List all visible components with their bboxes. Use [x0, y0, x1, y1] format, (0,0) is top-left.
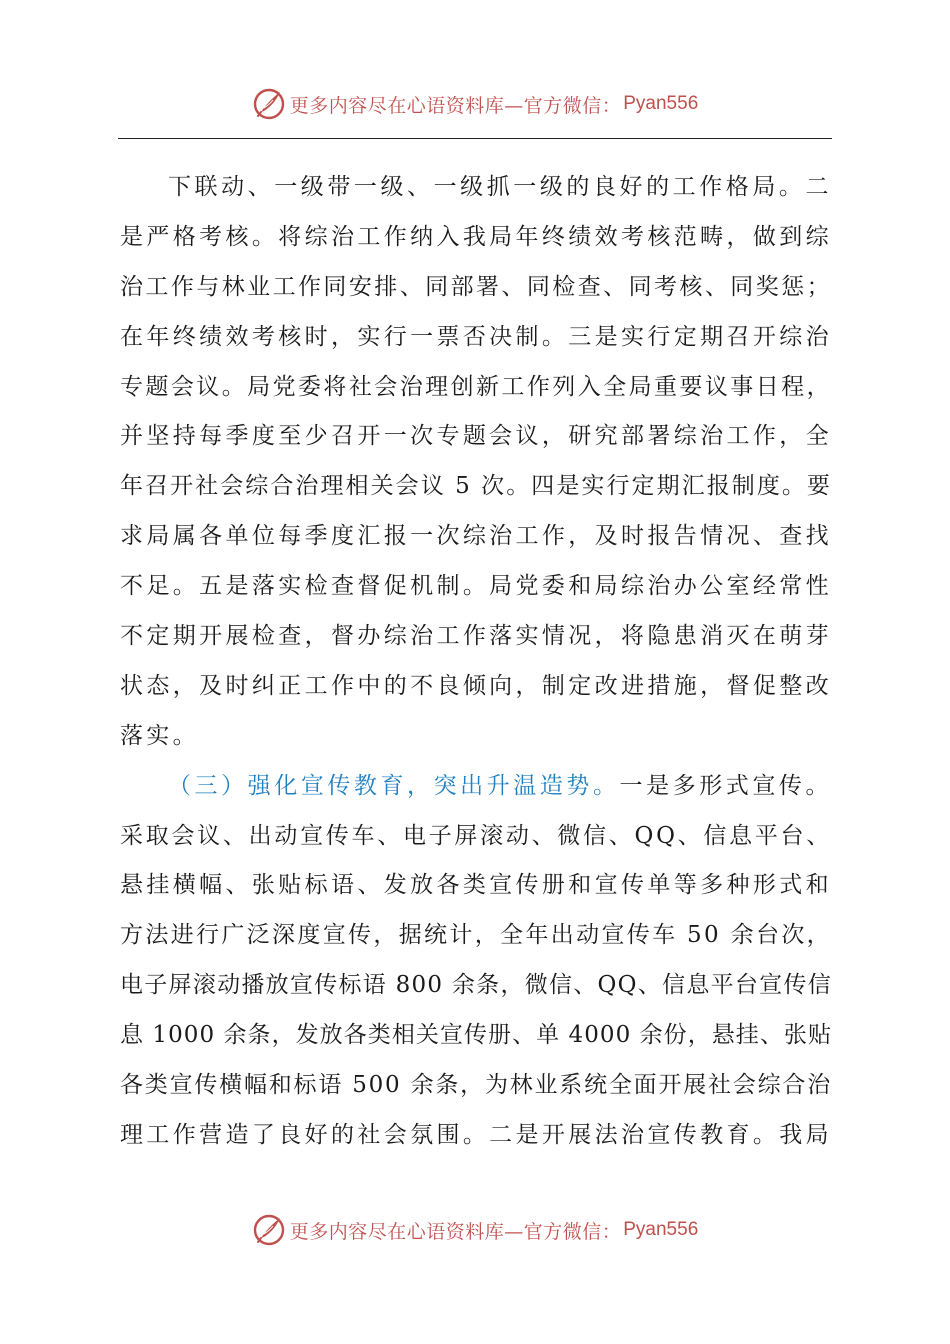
- header-banner-text: 更多内容尽在心语资料库—官方微信：: [289, 94, 622, 117]
- body-line: 治工作与林业工作同安排、同部署、同检查、同考核、同奖惩；: [120, 273, 832, 300]
- footer-banner-text: 更多内容尽在心语资料库—官方微信：: [289, 1220, 622, 1243]
- body-line: 并坚持每季度至少召开一次专题会议，研究部署综治工作，全: [120, 423, 832, 450]
- body-line: 是严格考核。将综治工作纳入我局年终绩效考核范畴，做到综: [120, 223, 832, 250]
- header-banner-wechat-id: Pyan556: [623, 93, 699, 114]
- body-line: 采取会议、出动宣传车、电子屏滚动、微信、QQ、信息平台、: [120, 822, 832, 849]
- body-line: 年召开社会综合治理相关会议 5 次。四是实行定期汇报制度。要: [120, 473, 832, 500]
- section-3-heading: （三）强化宣传教育，突出升温造势。: [168, 772, 620, 799]
- document-body: [120, 163, 832, 1161]
- body-line: 理工作营造了良好的社会氛围。二是开展法治宣传教育。我局: [120, 1121, 832, 1148]
- footer-banner-wechat-id: Pyan556: [623, 1219, 699, 1240]
- body-line: 求局属各单位每季度汇报一次综治工作，及时报告情况、查找: [120, 523, 832, 550]
- body-line: 落实。: [120, 722, 199, 749]
- section-3-first-text: 一是多形式宣传。: [619, 772, 833, 799]
- body-line: 不足。五是落实检查督促机制。局党委和局综治办公室经常性: [120, 573, 832, 600]
- body-line: 悬挂横幅、张贴标语、发放各类宣传册和宣传单等多种形式和: [120, 872, 832, 899]
- body-line: 下联动、一级带一级、一级抓一级的良好的工作格局。二: [168, 174, 832, 200]
- footer-banner: [0, 1210, 950, 1250]
- header-banner: [0, 84, 950, 124]
- quill-logo-icon: [252, 87, 286, 121]
- body-line: 在年终绩效考核时，实行一票否决制。三是实行定期召开综治: [120, 323, 832, 350]
- body-line: 状态，及时纠正工作中的不良倾向，制定改进措施，督促整改: [120, 672, 832, 699]
- body-line: 不定期开展检查，督办综治工作落实情况，将隐患消灭在萌芽: [120, 623, 832, 650]
- body-line: 专题会议。局党委将社会治理创新工作列入全局重要议事日程，: [120, 373, 832, 400]
- body-line: 各类宣传横幅和标语 500 余条，为林业系统全面开展社会综合治: [120, 1072, 832, 1099]
- section-3-first-line: [120, 762, 832, 812]
- quill-logo-icon: [252, 1213, 286, 1247]
- body-line: 息 1000 余条，发放各类相关宣传册、单 4000 余份，悬挂、张贴: [120, 1022, 832, 1049]
- header-rule: [118, 138, 832, 139]
- body-line: 电子屏滚动播放宣传标语 800 余条，微信、QQ、信息平台宣传信: [120, 972, 832, 999]
- body-line: 方法进行广泛深度宣传，据统计，全年出动宣传车 50 余台次，: [120, 922, 832, 949]
